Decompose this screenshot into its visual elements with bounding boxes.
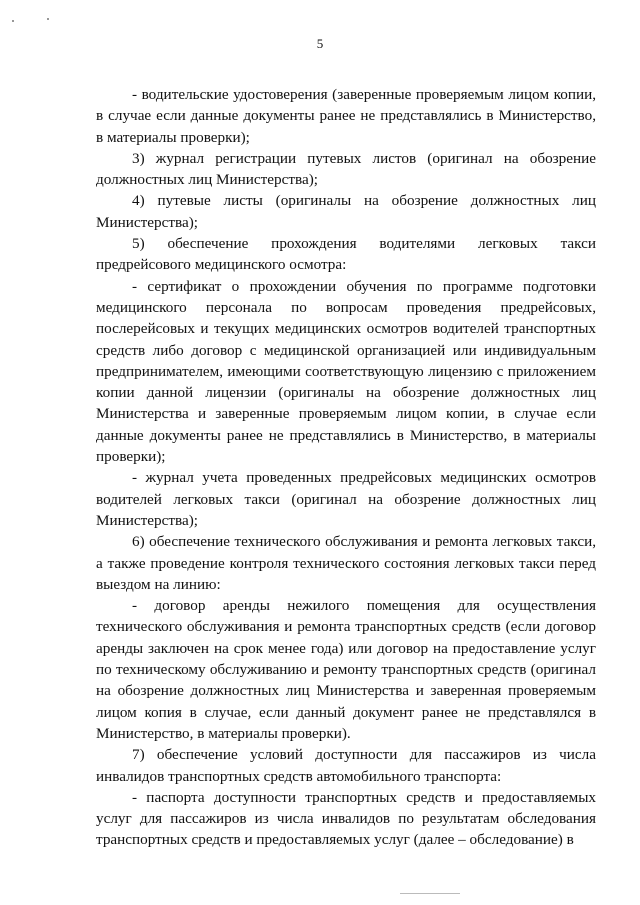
paragraph: - сертификат о прохождении обучения по программе подготовки медицинского персонала по вопросам проведения предрейсовых, послерейсовых и текущих медицинских осмотров водителей транспортных средств либо договор с медицинской организацией или индивидуальным предпринимателем, имеющими соответствующую лицензию с приложением копии данной лицензии (оригиналы на обозрение должностных лиц Министерства и заверенные проверяемым лицом копии, в случае если данные документы ранее не представлялись в Министерство, в материалы проверки); [96, 277, 596, 466]
paragraph: 3) журнал регистрации путевых листов (оригинал на обозрение должностных лиц Министерства); [96, 149, 596, 189]
paragraph: 7) обеспечение условий доступности для пассажиров из числа инвалидов транспортных средств автомобильного транспорта: [96, 746, 596, 785]
paragraph: - журнал учета проведенных предрейсовых медицинских осмотров водителей легковых такси (оригинал на обозрение должностных лиц Министерства); [96, 469, 596, 529]
paragraph: 4) путевые листы (оригиналы на обозрение должностных лиц Министерства); [96, 192, 596, 231]
scan-artifact-line [400, 893, 460, 894]
scan-speck [47, 18, 49, 20]
paragraph: - водительские удостоверения (заверенные проверяемым лицом копии, в случае если данные документы ранее не представлялись в Министерство, в материалы проверки); [96, 86, 596, 146]
page-number: 5 [316, 36, 324, 51]
paragraph: - договор аренды нежилого помещения для осуществления технического обслуживания и ремонта транспортных средств (если договор аренды заключен на срок менее года) или договор на предоставление услуг по техническому обслуживанию и ремонту транспортных средств (оригинал на обозрение должностных лиц Министерства и заверенная проверяемым лицом копия в случае, если данный документ ранее не представлялся в Министерство, в материалы проверки). [96, 597, 596, 742]
document-body [96, 84, 596, 851]
paragraph: 5) обеспечение прохождения водителями легковых такси предрейсового медицинского осмотра: [96, 235, 596, 274]
paragraph: - паспорта доступности транспортных средств и предоставляемых услуг для пассажиров из числа инвалидов по результатам обследования транспортных средств и предоставляемых услуг (далее – обследование) в [96, 788, 596, 849]
paragraph: 6) обеспечение технического обслуживания и ремонта легковых такси, а также проведение контроля технического состояния легковых такси перед выездом на линию: [96, 533, 596, 593]
scan-speck [12, 20, 14, 22]
